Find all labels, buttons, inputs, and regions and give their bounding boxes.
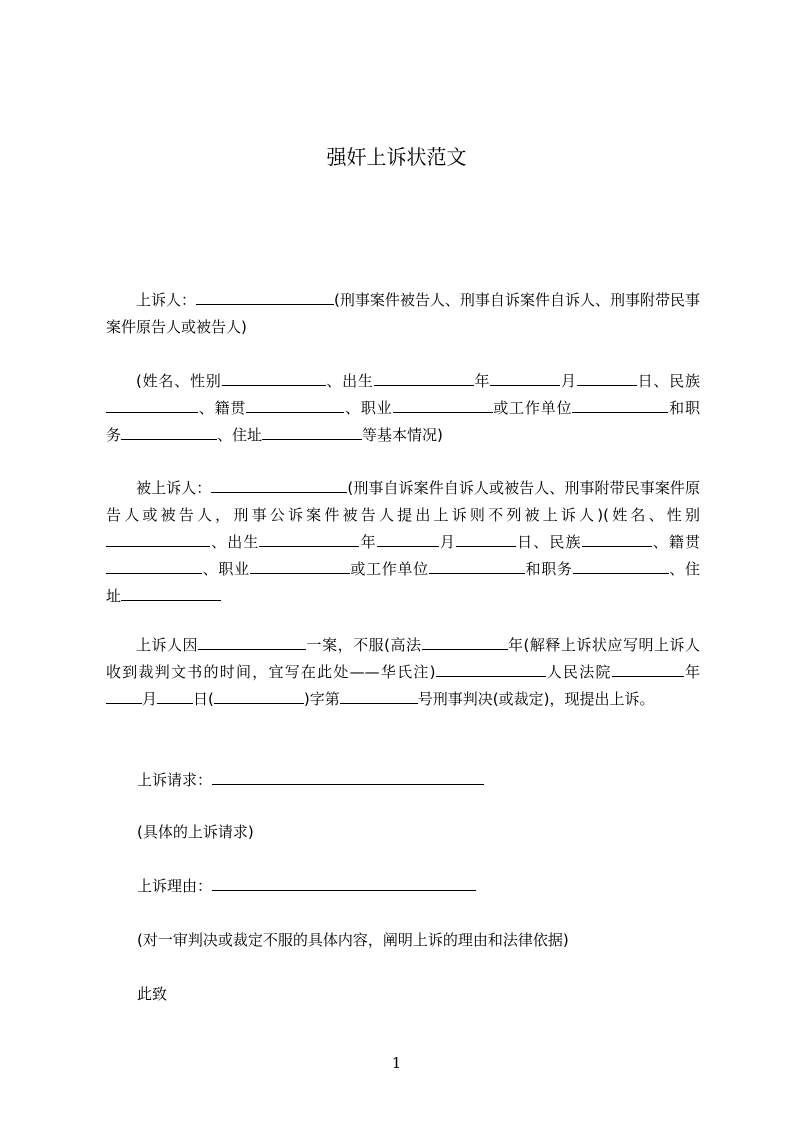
details-text: 年	[473, 372, 491, 390]
details-text: 、出生	[325, 372, 374, 390]
appellant-name-blank[interactable]	[196, 287, 334, 305]
occupation-blank[interactable]	[393, 395, 493, 413]
details-text: (姓名、性别	[136, 372, 222, 390]
birth-blank[interactable]	[374, 368, 474, 386]
native-place-blank[interactable]	[106, 556, 202, 574]
case-text: 日(	[193, 690, 214, 708]
judgment-day-blank[interactable]	[157, 686, 193, 704]
case-year-blank[interactable]	[214, 686, 304, 704]
case-text: 月	[142, 690, 158, 708]
gender-blank[interactable]	[106, 529, 210, 547]
appellee-paragraph	[106, 475, 700, 610]
appeal-request-hint: (具体的上诉请求)	[137, 823, 254, 841]
workplace-blank[interactable]	[572, 395, 668, 413]
details-text: 等基本情况)	[362, 426, 443, 444]
details-text: 日、民族	[515, 533, 582, 551]
details-text: 、籍贯	[651, 533, 700, 551]
details-text: 或工作单位	[492, 399, 573, 417]
case-text: 年(解释上诉状应写明上诉人收到裁判文书的时间，宜写在此处——华氏注)	[106, 636, 700, 681]
appeal-reason-hint: (对一审判决或裁定不服的具体内容，阐明上诉的理由和法律依据)	[137, 931, 569, 949]
details-text: 、职业	[344, 399, 393, 417]
details-text: (姓名、性别	[603, 506, 700, 524]
appeal-case-paragraph	[106, 632, 700, 713]
appellant-note: (刑事案件被告人、刑事自诉案件自诉人、刑事附带民事案件原告人或被告人)	[106, 291, 700, 336]
details-text: 月	[560, 372, 577, 390]
details-text: 日、民族	[636, 372, 700, 390]
case-text: 年	[683, 663, 700, 681]
case-text: )字第	[303, 690, 340, 708]
appeal-request-blank[interactable]	[212, 767, 484, 785]
case-text: 号刑事判决(或裁定)，现提出上诉。	[417, 690, 655, 708]
details-text: 年	[359, 533, 377, 551]
appellee-label: 被上诉人：	[136, 479, 212, 497]
workplace-blank[interactable]	[429, 556, 525, 574]
details-text: 、住址	[106, 560, 700, 605]
case-text: 一案，不服(高法	[306, 636, 422, 654]
gender-blank[interactable]	[222, 368, 326, 386]
document-title: 强奸上诉状范文	[326, 145, 467, 169]
appellant-details-paragraph	[106, 368, 700, 449]
appeal-request-line	[137, 767, 484, 794]
court-blank[interactable]	[436, 659, 546, 677]
details-text: 、出生	[210, 533, 260, 551]
month-blank[interactable]	[456, 529, 516, 547]
closing-text: 此致	[137, 985, 168, 1003]
case-name-blank[interactable]	[198, 632, 306, 650]
year-blank[interactable]	[377, 529, 439, 547]
appellee-note: (刑事自诉案件自诉人或被告人、刑事附带民事案件原告人或被告人，刑事公诉案件被告人提出上诉则不列被上诉人)	[106, 479, 700, 524]
position-blank[interactable]	[121, 422, 217, 440]
details-text: 或工作单位	[349, 560, 429, 578]
details-text: 、职业	[202, 560, 250, 578]
address-blank[interactable]	[121, 583, 221, 601]
judgment-month-blank[interactable]	[106, 686, 142, 704]
appeal-reason-line	[137, 873, 476, 900]
appeal-reason-blank[interactable]	[212, 873, 476, 891]
birth-blank[interactable]	[259, 529, 359, 547]
month-blank[interactable]	[577, 368, 637, 386]
details-text: 月	[438, 533, 456, 551]
ethnicity-blank[interactable]	[106, 395, 198, 413]
native-place-blank[interactable]	[246, 395, 344, 413]
year-blank[interactable]	[490, 368, 560, 386]
details-text: 、籍贯	[198, 399, 247, 417]
occupation-blank[interactable]	[250, 556, 350, 574]
ethnicity-blank[interactable]	[582, 529, 652, 547]
case-number-blank[interactable]	[340, 686, 418, 704]
receipt-date-blank[interactable]	[422, 632, 508, 650]
appeal-reason-label: 上诉理由：	[137, 877, 213, 895]
appellant-paragraph	[106, 287, 700, 341]
position-blank[interactable]	[573, 556, 669, 574]
appeal-request-label: 上诉请求：	[137, 771, 213, 789]
address-blank[interactable]	[262, 422, 362, 440]
judgment-year-blank[interactable]	[612, 659, 684, 677]
details-text: 和职务	[106, 399, 700, 444]
appellee-name-blank[interactable]	[211, 475, 347, 493]
case-text: 上诉人因	[136, 636, 199, 654]
details-text: 和职务	[524, 560, 573, 578]
details-text: 、住址	[217, 426, 263, 444]
appellant-label: 上诉人：	[136, 291, 197, 309]
case-text: 人民法院	[545, 663, 612, 681]
page-number: 1	[391, 1054, 402, 1072]
